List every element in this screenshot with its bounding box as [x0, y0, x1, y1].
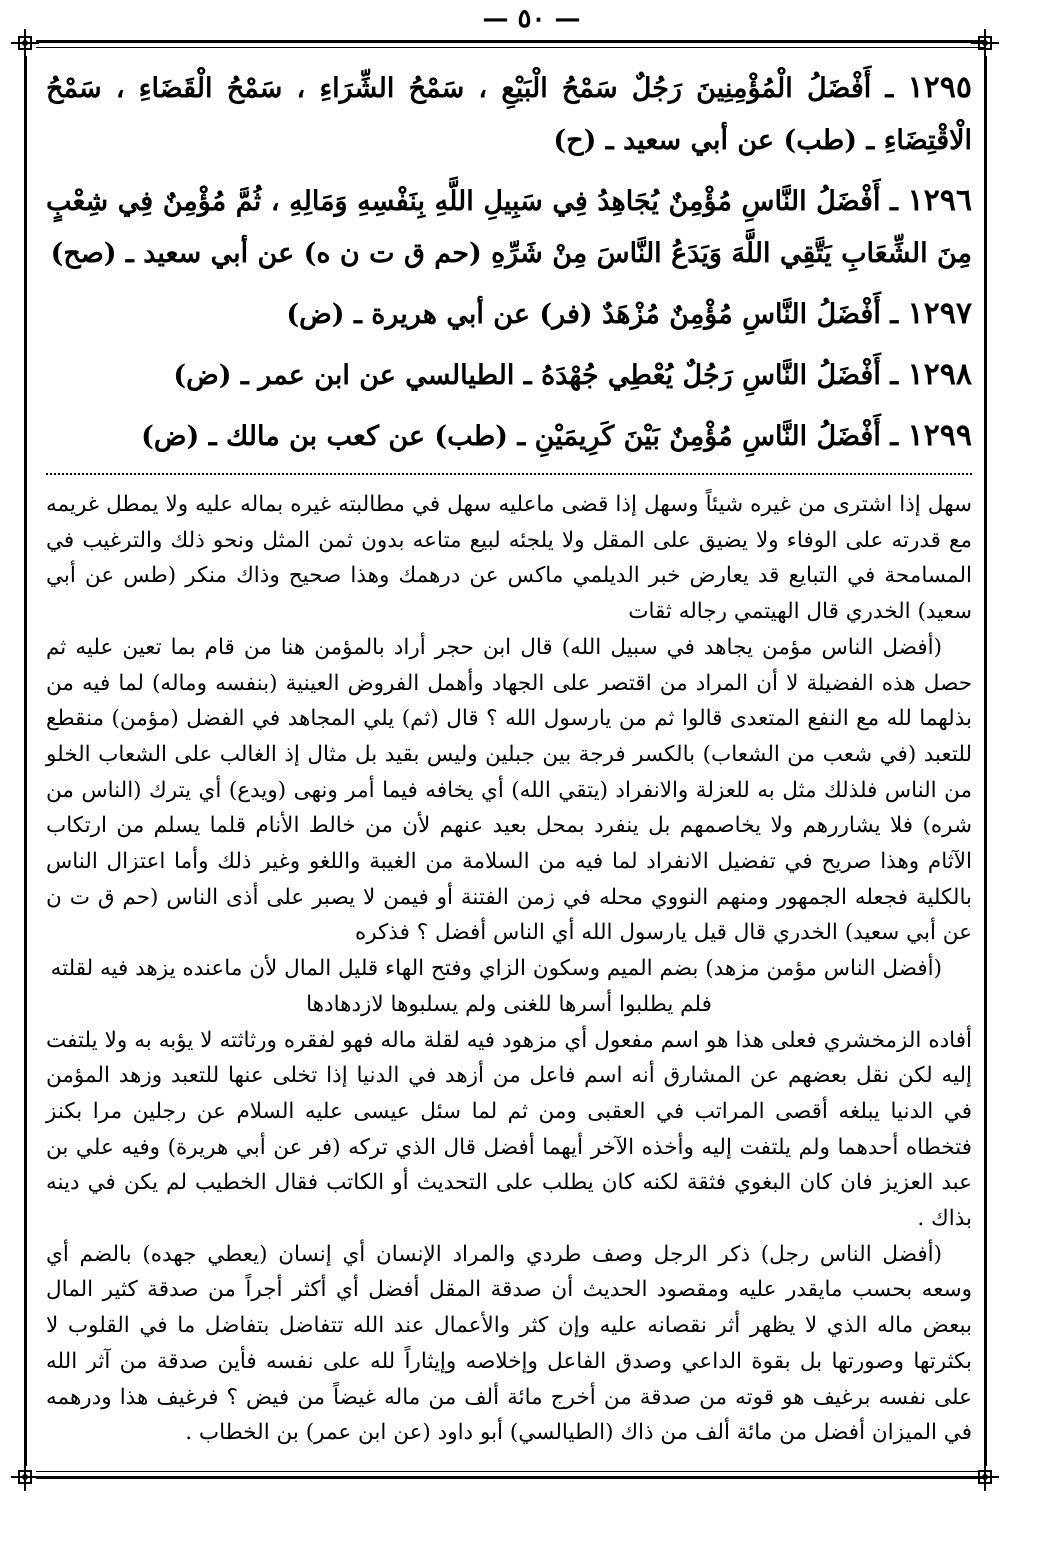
corner-ornament-icon: [970, 1462, 1000, 1492]
frame-top-line: [36, 40, 984, 43]
frame-bottom-line-inner: [36, 1471, 984, 1472]
hadith-text: أَفْضَلُ النَّاسِ مُؤْمِنٌ بَيْنَ كَرِيمَيْنِ ـ (طب) عن كعب بن مالك ـ (ض): [141, 421, 881, 452]
hadith-number: ١٢٩٨: [907, 357, 972, 392]
frame-right-line: [984, 56, 987, 1466]
commentary-section: [46, 487, 972, 1451]
poetry-verse: فلم يطلبوا أسرها للغنى ولم يسلبوها لازدهادها: [306, 991, 712, 1017]
corner-ornament-icon: [10, 1462, 40, 1492]
hadith-entry: ١٢٩٨ ـ أَفْضَلُ النَّاسِ رَجُلٌ يُعْطِي جُهْدَهُ ـ الطيالسي عن ابن عمر ـ (ض): [173, 357, 972, 392]
corner-ornament-icon: [10, 28, 40, 58]
hadith-entry: ١٢٩٩ ـ أَفْضَلُ النَّاسِ مُؤْمِنٌ بَيْنَ كَرِيمَيْنِ ـ (طب) عن كعب بن مالك ـ (ض): [141, 418, 972, 453]
commentary-paragraph: سهل إذا اشترى من غيره شيئاً وسهل إذا قضى ماعليه سهل في مطالبته غيره بماله عليه ولا يمطل غريمه مع قدرته على الوفاء ولا يضيق على المقل ولا يلجئه لبيع متاعه بدون ثمن المثل ونحو ذلك والترغيب في المسامحة في التبايع قد يعارض خبر الديلمي ماكس عن درهمك وهذا صحيح وذاك منكر (طس عن أبي سعيد) الخدري قال الهيتمي رجاله ثقات: [46, 492, 972, 625]
commentary-paragraph: (أفضل الناس مؤمن يجاهد في سبيل الله) قال ابن حجر أراد بالمؤمن هنا من قام بما تعين عليه ثم حصل هذه الفضيلة لا أن المراد من اقتصر على الجهاد وأهمل الفروض العينية (بنفسه وماله) لما فيه من بذلهما لله مع النفع المتعدى قالوا ثم من يارسول الله ؟ قال (ثم) يلي المجاهد في الفضل (مؤمن) منقطع للتعبد (في شعب من الشعاب) بالكسر فرجة بين جبلين وليس بقيد بل مثال إذ الغالب على الشعاب الخلو من الناس فلذلك مثل به للعزلة والانفراد (يتقي الله) أي يخافه فيما أمر ونهى (ويدع) أي يترك (الناس من شره) فلا يشاررهم ولا يخاصمهم بل ينفرد بمحل بعيد عنهم لأن من خالط الأنام قلما يسلم من ارتكاب الآثام وهذا صريح في تفضيل الانفراد لما فيه من السلامة من الغيبة واللغو وغير ذلك وأما اعتزال الناس بالكلية فجعله الجمهور ومنهم النووي محله في زمن الفتنة أو فيمن لا يصبر على أذى الناس (حم ق ت ن عن أبي سعيد) الخدري قال قيل يارسول الله أي الناس أفضل ؟ فذكره: [46, 634, 972, 946]
commentary-paragraph: (أفضل الناس مؤمن مزهد) بضم الميم وسكون الزاي وفتح الهاء قليل المال لأن ماعنده يزهد فيه لقلته: [50, 956, 942, 982]
hadith-entry: ١٢٩٥ ـ أَفْضَلُ الْمُؤْمِنِينَ رَجُلٌ سَمْحُ الْبَيْعِ ، سَمْحُ الشِّرَاءِ ، سَمْحُ الْقَضَاءِ ، سَمْحُ الْاقْتِضَاءِ ـ (طب) عن أبي سعيد ـ (ح): [46, 70, 972, 156]
hadith-text: أَفْضَلُ النَّاسِ مُؤْمِنٌ مُزْهَدٌ (فر) عن أبي هريرة ـ (ض): [286, 299, 881, 330]
commentary-paragraph: (أفضل الناس رجل) ذكر الرجل وصف طردي والمراد الإنسان أي إنسان (يعطي جهده) بالضم أي وسعه بحسب مايقدر عليه ومقصود الحديث أن صدقة المقل أفضل أي أكثر أجراً من صدقة كثير المال ببعض ماله الذي لا يظهر أثر نقصانه عليه وإن كثر والأعمال عند الله تتفاضل بتفاضل ما في القلوب لا بكثرتها وصورتها بل بقوة الداعي وصدق الفاعل وإخلاصه وإيثاراً لله على نفسه فأين صدقة من آثر الله على نفسه برغيف هو قوته من صدقة من أخرج مائة ألف من ماله غيضاً من فيض ؟ فرغيف هذا ودرهمه في الميزان أفضل من مائة ألف من ذاك (الطيالسي) أبو داود (عن ابن عمر) بن الخطاب .: [46, 1241, 972, 1446]
page-number: — ٥٠ —: [482, 4, 581, 34]
hadith-text: أَفْضَلُ الْمُؤْمِنِينَ رَجُلٌ سَمْحُ الْبَيْعِ ، سَمْحُ الشِّرَاءِ ، سَمْحُ الْقَضَاءِ ، سَمْحُ الْاقْتِضَاءِ ـ (طب) عن أبي سعيد ـ (ح): [46, 73, 972, 156]
hadith-number: ١٢٩٦: [907, 183, 972, 218]
page-body: [46, 62, 972, 1451]
hadith-entry: ١٢٩٦ ـ أَفْضَلُ النَّاسِ مُؤْمِنٌ يُجَاهِدُ فِي سَبِيلِ اللَّهِ بِنَفْسِهِ وَمَالِهِ ، ثُمَّ مُؤْمِنٌ فِي شِعْبٍ مِنَ الشِّعَابِ يَتَّقِي اللَّهَ وَيَدَعُ النَّاسَ مِنْ شَرِّهِ (حم ق ت ن ه) عن أبي سعيد ـ (صح): [46, 183, 972, 269]
hadith-entry: ١٢٩٧ ـ أَفْضَلُ النَّاسِ مُؤْمِنٌ مُزْهَدٌ (فر) عن أبي هريرة ـ (ض): [286, 296, 972, 331]
hadith-number: ١٢٩٧: [907, 296, 972, 331]
hadith-number: ١٢٩٥: [907, 70, 972, 105]
hadith-text: أَفْضَلُ النَّاسِ رَجُلٌ يُعْطِي جُهْدَهُ ـ الطيالسي عن ابن عمر ـ (ض): [173, 360, 881, 391]
hadith-number: ١٢٩٩: [907, 418, 972, 453]
hadith-text: أَفْضَلُ النَّاسِ مُؤْمِنٌ يُجَاهِدُ فِي سَبِيلِ اللَّهِ بِنَفْسِهِ وَمَالِهِ ، ثُمَّ مُؤْمِنٌ فِي شِعْبٍ مِنَ الشِّعَابِ يَتَّقِي اللَّهَ وَيَدَعُ النَّاسَ مِنْ شَرِّهِ (حم ق ت ن ه) عن أبي سعيد ـ (صح): [46, 186, 972, 269]
corner-ornament-icon: [970, 28, 1000, 58]
frame-left-line: [24, 56, 27, 1466]
dotted-divider: [46, 473, 972, 475]
frame-bottom-line: [36, 1476, 984, 1479]
commentary-paragraph: أفاده الزمخشري فعلى هذا هو اسم مفعول أي مزهود فيه لقلة ماله فهو لفقره ورثاثته لا يؤبه به ولا يلتفت إليه لكن نقل بعضهم عن المشارق أنه اسم فاعل من أزهد في الدنيا إذا تخلى عنها للتعبد وزهد المؤمن في الدنيا يبلغه أقصى المراتب في العقبى ومن ثم لما سئل عيسى عليه السلام عن رجلين مرا بكنز فتخطاه أحدهما ولم يلتفت إليه وأخذه الآخر أيهما أفضل قال الذي تركه (فر عن أبي هريرة) وفيه علي بن عبد العزيز فان كان البغوي فثقة لكنه كان يطلب على التحديث أو الكاتب فقال الخطيب لم يكن في دينه بذاك .: [46, 1027, 972, 1232]
hadith-list: [46, 62, 972, 463]
frame-top-line-inner: [36, 47, 984, 48]
